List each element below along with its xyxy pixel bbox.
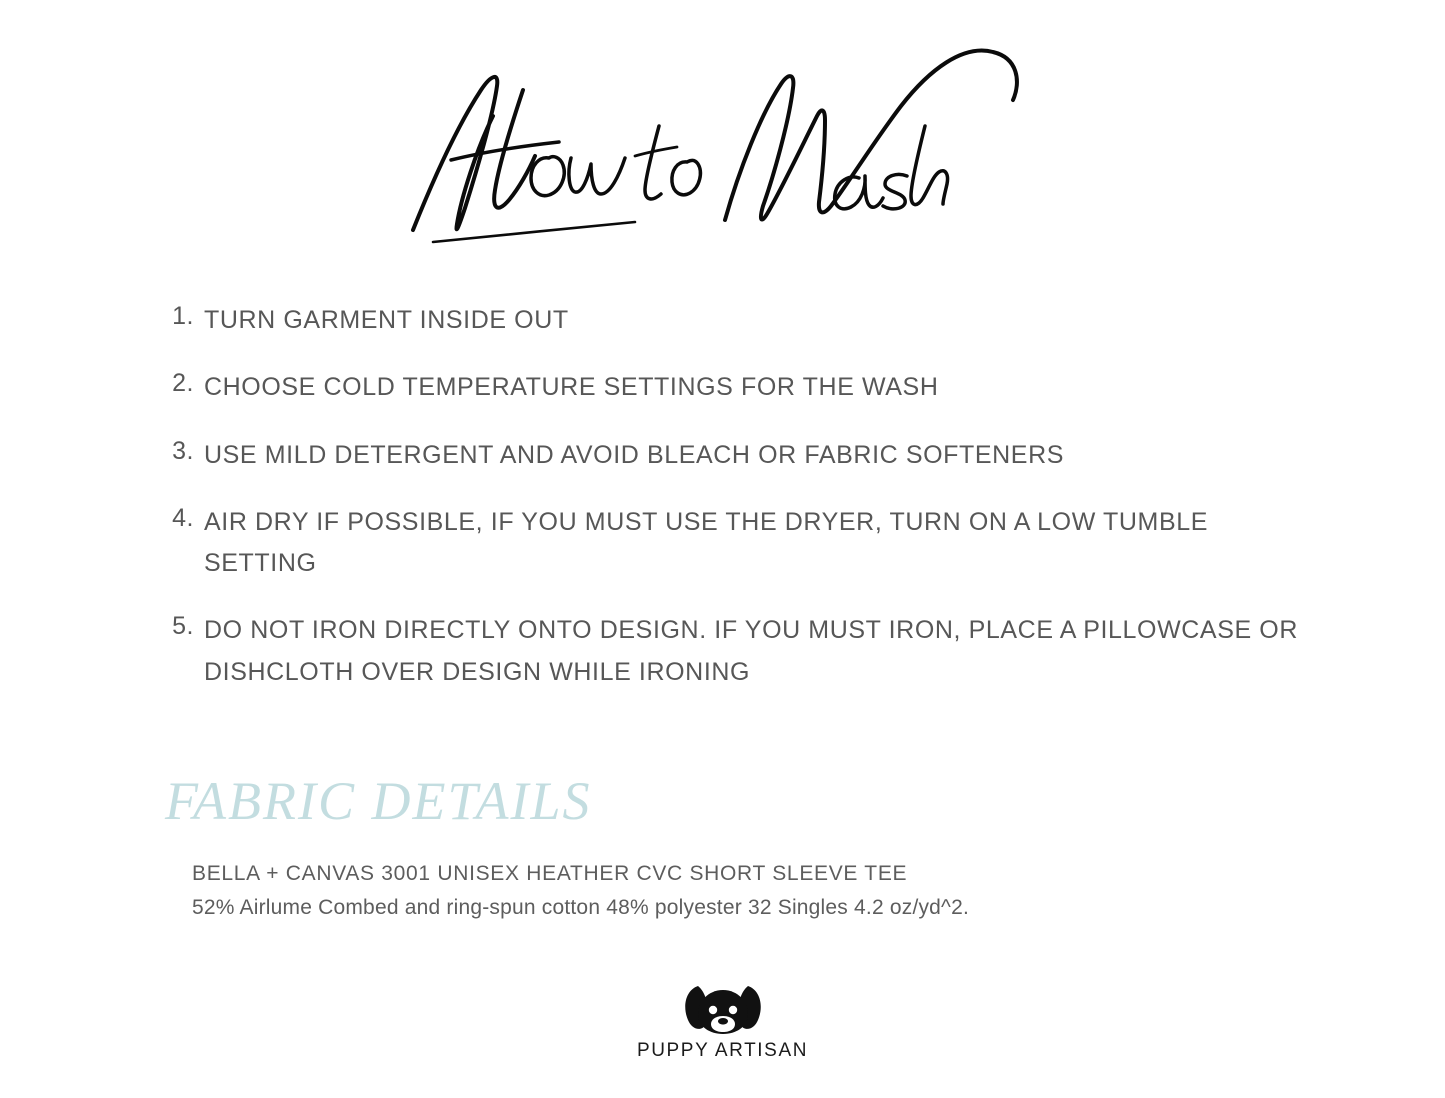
puppy-face-icon [680,980,766,1036]
list-item [150,610,1310,693]
list-item [150,502,1310,585]
list-item [150,300,1310,341]
instruction-list [150,300,1310,719]
how-to-wash-script-title [373,30,1073,270]
list-item-text: AIR DRY IF POSSIBLE, IF YOU MUST USE THE DRYER, TURN ON A LOW TUMBLE SETTING [204,507,1208,577]
list-item-text: TURN GARMENT INSIDE OUT [204,306,569,334]
list-item-number: 4. [172,503,194,532]
list-item-number: 3. [172,436,194,465]
fabric-product-name: BELLA + CANVAS 3001 UNISEX HEATHER CVC SHORT SLEEVE TEE [192,862,908,885]
list-item-text: USE MILD DETERGENT AND AVOID BLEACH OR FABRIC SOFTENERS [204,440,1065,469]
fabric-composition: 52% Airlume Combed and ring-spun cotton 48% polyester 32 Singles 4.2 oz/yd^2. [192,896,970,919]
page-title [0,30,1445,280]
list-item [150,435,1310,476]
list-item-number: 1. [172,302,194,330]
list-item [150,367,1310,408]
brand-name: PUPPY ARTISAN [636,1040,809,1061]
footer [0,980,1445,1062]
list-item-text: CHOOSE COLD TEMPERATURE SETTINGS FOR THE WASH [204,373,939,402]
fabric-details-body [192,862,1312,920]
list-item-number: 2. [172,369,194,398]
list-item-number: 5. [172,612,194,641]
list-item-text: DO NOT IRON DIRECTLY ONTO DESIGN. IF YOU MUST IRON, PLACE A PILLOWCASE OR DISHCLOTH OVER DESIGN WHILE IRONING [204,616,1299,686]
fabric-details-heading: FABRIC DETAILS [165,771,592,831]
